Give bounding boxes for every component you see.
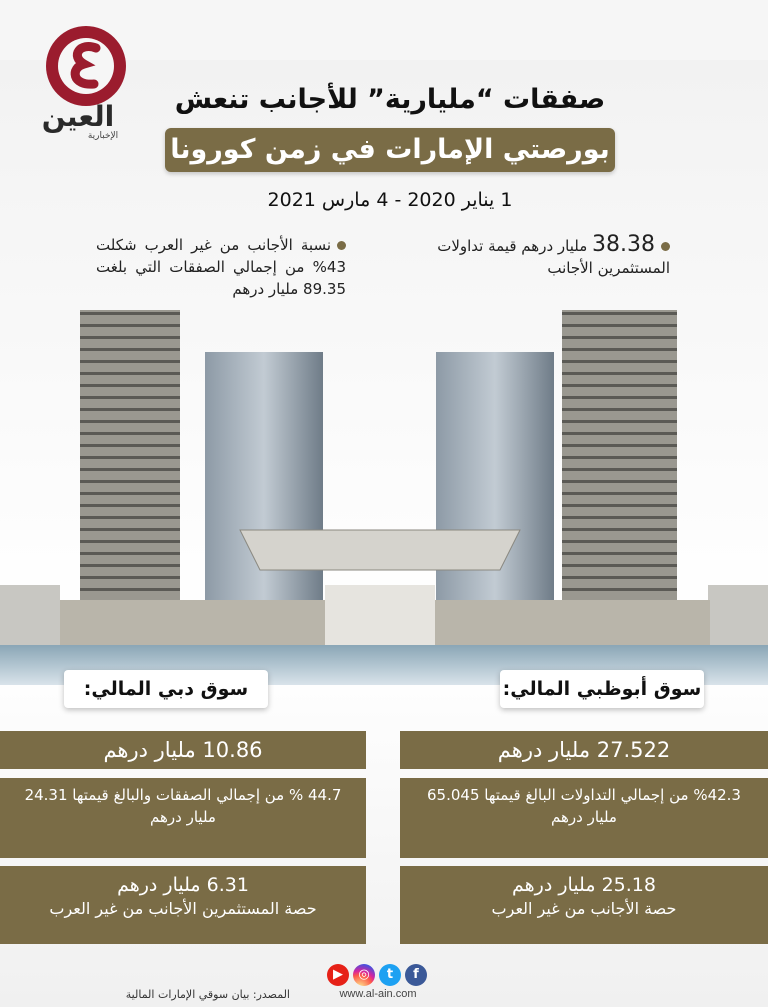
logo-text: العين [41,100,115,133]
instagram-icon[interactable]: ◎ [353,964,375,986]
abudhabi-nonarab-text: حصة الأجانب من غير العرب [491,899,677,918]
dubai-total-box: 10.86 مليار درهم [0,731,366,769]
website-link[interactable]: www.al-ain.com [339,988,417,1000]
source-note: المصدر: بيان سوقي الإمارات المالية [125,988,290,1001]
stat-text: نسبة الأجانب من غير العرب شكلت 43% من إجمالي الصفقات التي بلغت 89.35 مليار درهم [96,236,346,298]
abudhabi-nonarab-box [400,866,768,944]
stat-foreign-value [400,234,670,279]
youtube-icon[interactable]: ▶ [327,964,349,986]
date-range: 1 يناير 2020 - 4 مارس 2021 [267,189,513,211]
bullet-dot-icon [661,242,670,251]
dubai-nonarab-text: حصة المستثمرين الأجانب من غير العرب [49,899,317,918]
twitter-icon[interactable]: t [379,964,401,986]
abudhabi-total-box: 27.522 مليار درهم [400,731,768,769]
dubai-market-label: سوق دبي المالي: [64,670,268,708]
facebook-icon[interactable]: f [405,964,427,986]
dubai-nonarab-box [0,866,366,944]
stat-foreign-share [96,234,346,300]
stat-value: 38.38 [592,232,655,257]
abudhabi-market-label: سوق أبوظبي المالي: [500,670,704,708]
dubai-share-box: 44.7 % من إجمالي الصفقات والبالغ قيمتها 24.31 مليار درهم [0,778,366,858]
dubai-nonarab-value: 6.31 مليار درهم [117,874,249,896]
title-line-2: بورصتي الإمارات في زمن كورونا [165,128,615,172]
logo-subtitle: الإخبارية [87,131,119,141]
adgm-buildings-illustration [0,300,768,700]
stat-text: مليار درهم قيمة تداولات المستثمرين الأجانب [437,237,670,277]
abudhabi-share-box: %42.3 من إجمالي التداولات البالغ قيمتها 65.045 مليار درهم [400,778,768,858]
title-line-1: صفقات “مليارية” للأجانب تنعش [174,84,606,115]
bullet-dot-icon [337,241,346,250]
abudhabi-nonarab-value: 25.18 مليار درهم [512,874,656,896]
